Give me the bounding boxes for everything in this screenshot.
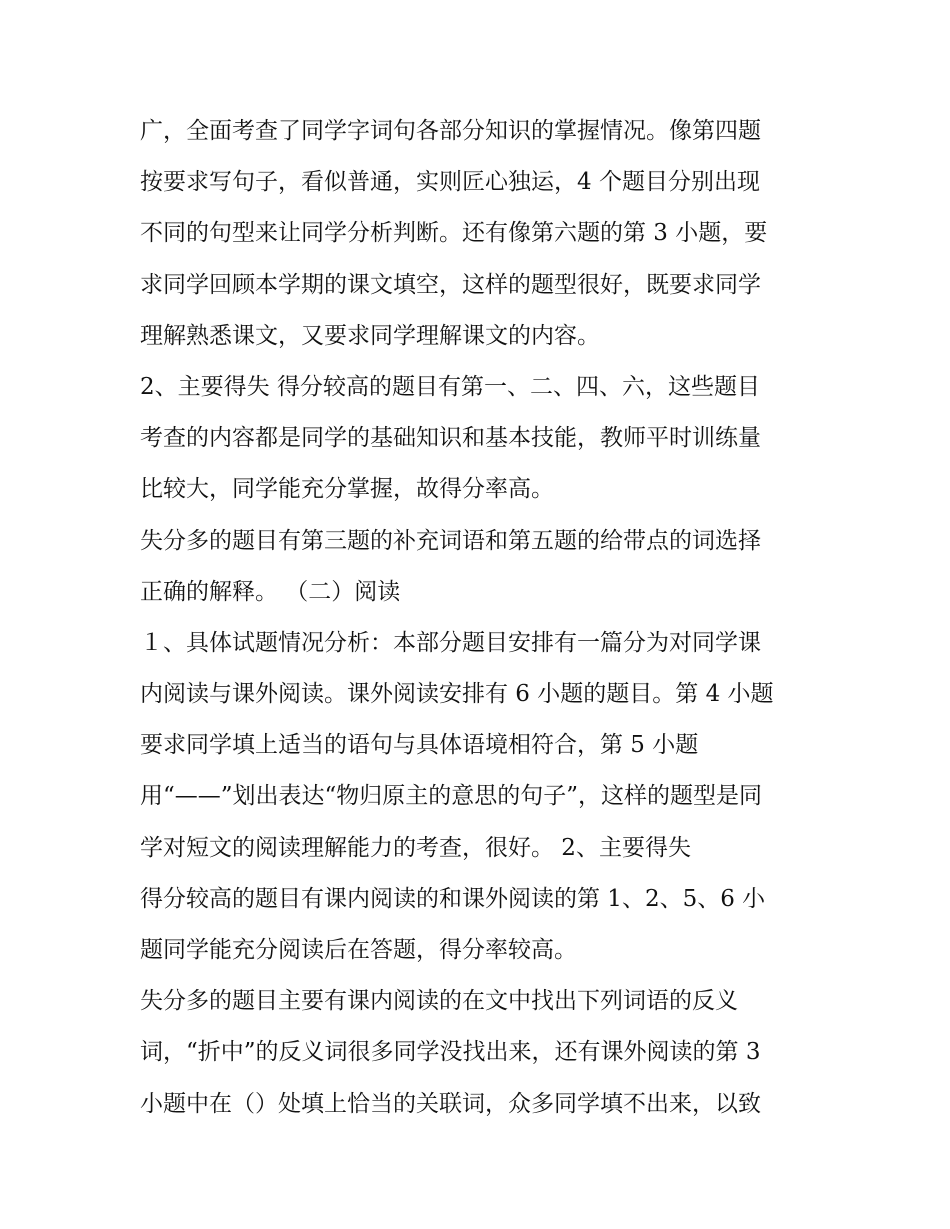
text-line: 要求同学填上适当的语句与具体语境相符合，第 5 小题 — [140, 732, 699, 759]
text-line: 广，全面考查了同学字词句各部分知识的掌握情况。像第四题 — [140, 118, 761, 144]
body-text — [140, 106, 830, 1130]
text-line: １、具体试题情况分析：本部分题目安排有一篇分为对同学课 — [140, 629, 761, 656]
text-line: 学对短文的阅读理解能力的考查，很好。 2、主要得失 — [140, 834, 691, 861]
text-line: 理解熟悉课文，又要求同学理解课文的内容。 — [140, 322, 600, 349]
text-line: 考查的内容都是同学的基础知识和基本技能，教师平时训练量 — [140, 425, 761, 452]
text-line: 用“——”划出表达“物归原主的意思的句子”，这样的题型是同 — [140, 783, 763, 810]
text-line: 2、主要得失 得分较高的题目有第一、二、四、六，这些题目 — [140, 373, 760, 400]
text-line: 失分多的题目有第三题的补充词语和第五题的给带点的词选择 — [140, 527, 761, 554]
text-line: 失分多的题目主要有课内阅读的在文中找出下列词语的反义 — [140, 988, 738, 1015]
text-line: 小题中在（）处填上恰当的关联词，众多同学填不出来，以致 — [140, 1090, 761, 1117]
text-line: 比较大，同学能充分掌握，故得分率高。 — [140, 476, 554, 503]
text-line: 求同学回顾本学期的课文填空，这样的题型很好，既要求同学 — [140, 271, 761, 298]
text-line: 不同的句型来让同学分析判断。还有像第六题的第 3 小题，要 — [140, 220, 768, 247]
text-line: 正确的解释。 （二）阅读 — [140, 578, 401, 605]
text-line: 词，“折中”的反义词很多同学没找出来，还有课外阅读的第 3 — [140, 1039, 761, 1066]
text-line: 按要求写句子，看似普通，实则匠心独运，4 个题目分别出现 — [140, 169, 760, 196]
text-line: 题同学能充分阅读后在答题，得分率较高。 — [140, 937, 577, 963]
text-line: 内阅读与课外阅读。课外阅读安排有 6 小题的题目。第 4 小题 — [140, 681, 774, 708]
text-line: 得分较高的题目有课内阅读的和课外阅读的第 1、2、5、6 小 — [140, 885, 766, 912]
